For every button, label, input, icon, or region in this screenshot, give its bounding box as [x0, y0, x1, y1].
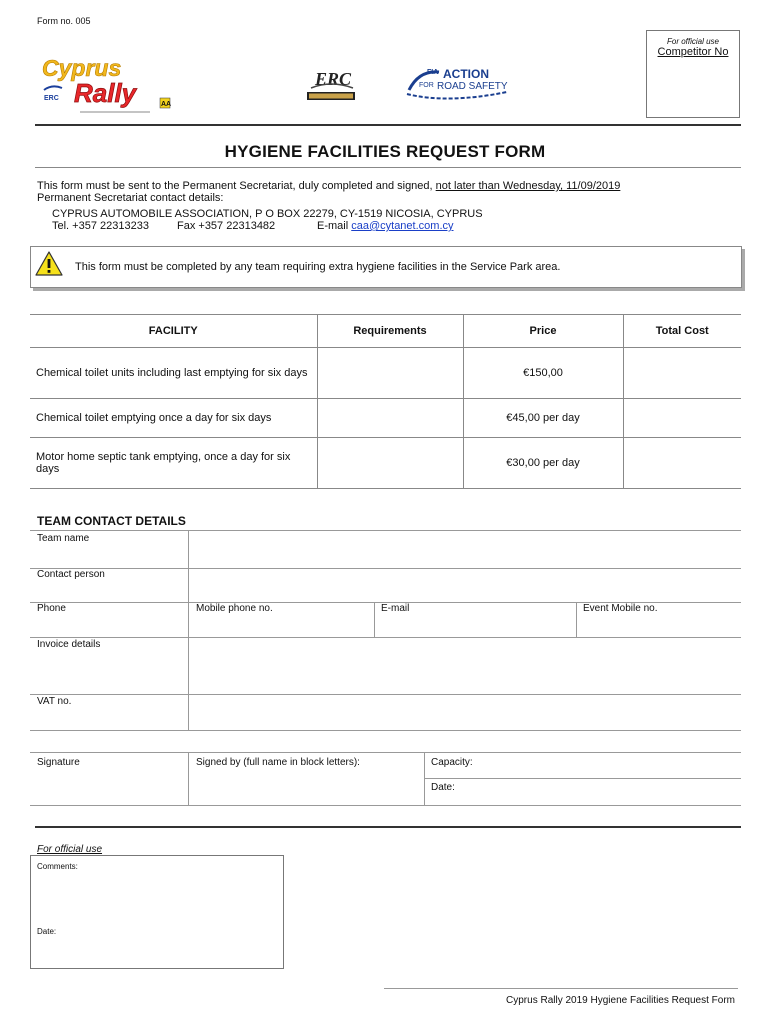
- svg-text:FIA: FIA: [427, 69, 439, 76]
- footer-divider: [384, 988, 738, 989]
- signature-label: Signature: [37, 757, 80, 768]
- submission-instructions: [37, 180, 620, 192]
- team-contact-heading: TEAM CONTACT DETAILS: [37, 514, 186, 528]
- requirements-input[interactable]: [317, 348, 463, 399]
- logo-cyprus-word: Cyprus: [42, 55, 122, 81]
- svg-text:AA: AA: [161, 101, 172, 108]
- email-link[interactable]: caa@cytanet.com.cy: [351, 220, 454, 232]
- signed-by-label: Signed by (full name in block letters):: [196, 757, 360, 768]
- action-for-text: FOR: [419, 82, 434, 89]
- table-row: [30, 399, 741, 438]
- invoice-details-label: Invoice details: [37, 639, 101, 650]
- contact-col-line: [576, 602, 577, 637]
- email-contact: [317, 220, 454, 232]
- contact-col-line: [188, 530, 189, 730]
- svg-text:ERC: ERC: [44, 95, 59, 102]
- warning-icon: [35, 251, 63, 282]
- total-cost-input[interactable]: [623, 438, 741, 489]
- facility-header: FACILITY: [30, 315, 317, 348]
- notice-text: This form must be completed by any team requiring extra hygiene facilities in the Service Park area.: [75, 261, 561, 273]
- official-date-label: Date:: [37, 927, 57, 936]
- telephone-text: Tel. +357 22313233: [52, 220, 149, 232]
- form-number: Form no. 005: [37, 16, 91, 26]
- table-row: [30, 348, 741, 399]
- requirements-input[interactable]: [317, 399, 463, 438]
- form-title: HYGIENE FACILITIES REQUEST FORM: [224, 142, 546, 161]
- phone-label: Phone: [37, 603, 66, 614]
- capacity-label: Capacity:: [431, 757, 473, 768]
- email-field-label: E-mail: [381, 603, 410, 614]
- facility-name: Motor home septic tank emptying, once a day for six days: [30, 438, 317, 489]
- requirements-header: Requirements: [317, 315, 463, 348]
- official-use-label: For official use: [666, 37, 720, 46]
- signature-col-line: [188, 752, 189, 805]
- footer-text: Cyprus Rally 2019 Hygiene Facilities Request Form: [506, 995, 735, 1006]
- signature-line: [424, 778, 741, 779]
- mobile-phone-label: Mobile phone no.: [196, 603, 273, 614]
- signature-line: [30, 752, 741, 753]
- erc-logo-text: ERC: [315, 69, 352, 89]
- requirements-input[interactable]: [317, 438, 463, 489]
- official-divider: [35, 826, 741, 828]
- competitor-no-label: Competitor No: [657, 46, 729, 58]
- header-divider: [35, 124, 741, 126]
- contact-person-label: Contact person: [37, 569, 105, 580]
- fax-text: Fax +357 22313482: [177, 220, 276, 232]
- logo-rally-word: Rally: [74, 78, 137, 108]
- facility-name: Chemical toilet units including last emptying for six days: [30, 348, 317, 399]
- vat-input[interactable]: [190, 695, 741, 729]
- total-cost-input[interactable]: [623, 399, 741, 438]
- total-cost-input[interactable]: [623, 348, 741, 399]
- table-row: [30, 438, 741, 489]
- vat-label: VAT no.: [37, 696, 72, 707]
- instructions-text: This form must be sent to the Permanent Secretariat, duly completed and signed,: [37, 180, 436, 192]
- road-safety-text: ROAD SAFETY: [437, 81, 508, 92]
- price-value: €30,00 per day: [463, 438, 623, 489]
- signature-col-line: [424, 752, 425, 805]
- contact-col-line: [374, 602, 375, 637]
- team-name-label: Team name: [37, 533, 90, 544]
- contact-person-input[interactable]: [190, 569, 741, 601]
- contact-row-line: [30, 730, 741, 731]
- address-text: CYPRUS AUTOMOBILE ASSOCIATION, P O BOX 22279, CY-1519 NICOSIA, CYPRUS: [52, 208, 483, 220]
- facility-name: Chemical toilet emptying once a day for six days: [30, 399, 317, 438]
- cyprus-rally-logo: [40, 54, 180, 118]
- comments-label: Comments:: [37, 862, 78, 871]
- price-value: €45,00 per day: [463, 399, 623, 438]
- action-road-safety-logo: [405, 64, 520, 104]
- official-use-box-2: [30, 855, 284, 969]
- date-label: Date:: [431, 782, 455, 793]
- email-label: E-mail: [317, 220, 352, 232]
- notice-box: [30, 246, 742, 288]
- erc-logo: [305, 66, 359, 104]
- title-divider: [35, 167, 741, 168]
- event-mobile-label: Event Mobile no.: [583, 603, 658, 614]
- action-text: ACTION: [443, 67, 489, 81]
- facility-table: [30, 314, 741, 489]
- invoice-details-input[interactable]: [190, 638, 741, 693]
- team-name-input[interactable]: [190, 531, 741, 567]
- price-header: Price: [463, 315, 623, 348]
- deadline-text: not later than Wednesday, 11/09/2019: [435, 180, 621, 192]
- facility-header-row: [30, 315, 741, 348]
- total-cost-header: Total Cost: [623, 315, 741, 348]
- official-use-label-2: For official use: [37, 844, 103, 855]
- secretariat-label: Permanent Secretariat contact details:: [37, 192, 224, 204]
- price-value: €150,00: [463, 348, 623, 399]
- signature-line: [30, 805, 741, 806]
- official-use-box: [646, 30, 740, 118]
